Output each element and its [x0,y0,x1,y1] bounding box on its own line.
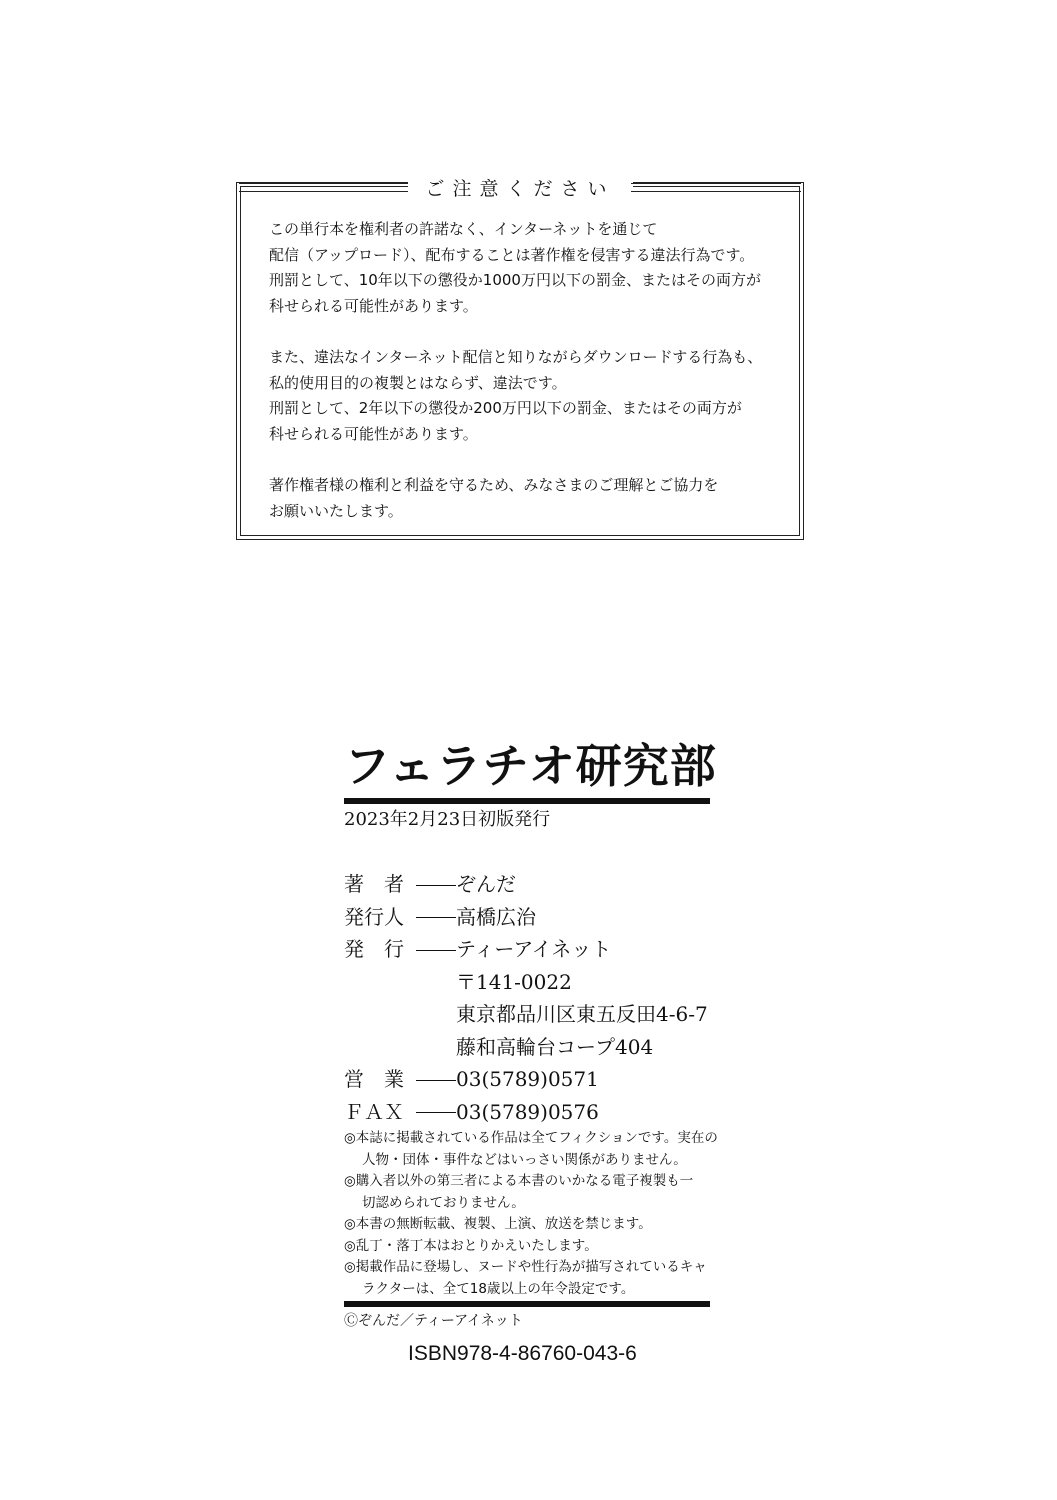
address-line-1: 東京都品川区東五反田4-6-7 [456,1002,708,1026]
sales-row [344,1063,708,1096]
author-label: 著 者 [344,872,404,896]
colophon-info [344,868,708,1128]
title-ornament-left [239,183,410,192]
note-line: 人物・団体・事件などはいっさい関係がありません。 [362,1151,687,1168]
notice-paragraph: また、違法なインターネット配信と知りながらダウンロードする行為も、 私的使用目的の複製とはならず、違法です。 刑罰として、2年以下の懲役か200万円以下の罰金、またはその両方が 科せられる可能性があります。 [269,348,763,443]
sales-phone: 03(5789)0571 [456,1067,599,1091]
notice-body [269,217,783,550]
publisher-row [344,933,708,966]
isbn: ISBN978-4-86760-043-6 [408,1342,637,1365]
notice-header [241,173,799,201]
publisher-person-row [344,901,708,934]
dash-rule [416,868,456,901]
dash-rule [416,1096,456,1129]
title-rule [344,798,710,804]
publisher-label: 発 行 [344,937,404,961]
dash-rule [416,901,456,934]
book-title: フェラチオ研究部 [344,739,717,793]
publication-date: 2023年2月23日初版発行 [344,809,551,830]
sales-label: 営 業 [344,1067,404,1091]
note-line: ラクターは、全て18歳以上の年令設定です。 [362,1280,635,1297]
notice-title: ご注意ください [408,174,633,201]
publisher-name: ティーアイネット [456,937,612,961]
title-ornament-right [631,183,802,192]
publisher-person-name: 高橋広治 [456,904,536,929]
note-line: ◎本書の無断転載、複製、上演、放送を禁じます。 [344,1216,652,1232]
author-row [344,868,708,901]
fax-row [344,1096,708,1129]
note-line: ◎本誌に掲載されている作品は全てフィクションです。実在の [344,1130,718,1146]
dash-rule [416,1063,456,1096]
author-name: ぞんだ [456,872,516,896]
bottom-rule [344,1301,710,1307]
note-line: ◎乱丁・落丁本はおとりかえいたします。 [344,1237,598,1254]
notice-box [240,177,800,536]
dash-rule [416,933,456,966]
note-line: ◎購入者以外の第三者による本書のいかなる電子複製も一 [344,1173,694,1189]
legal-notes [344,1128,718,1300]
publisher-person-label: 発行人 [344,904,404,929]
address-line-2: 藤和高輪台コープ404 [456,1034,654,1059]
note-line: 切認められておりません。 [362,1194,525,1211]
fax-label: ＦＡＸ [344,1099,404,1124]
note-line: ◎掲載作品に登場し、ヌードや性行為が描写されているキャ [344,1259,707,1275]
notice-paragraph: 著作権者様の権利と利益を守るため、みなさまのご理解とご協力を お願いいたします。 [269,476,719,520]
copyright: Ⓒぞんだ／ティーアイネット [344,1313,523,1329]
postal-code: 〒141-0022 [456,969,572,994]
notice-paragraph: この単行本を権利者の許諾なく、インターネットを通じて 配信（アップロード）、配布することは著作権を侵害する違法行為です。 刑罰として、10年以下の懲役か1000万円以下の罰金、またはその両方が 科せられる可能性があります。 [269,220,761,315]
fax-number: 03(5789)0576 [456,1099,599,1124]
